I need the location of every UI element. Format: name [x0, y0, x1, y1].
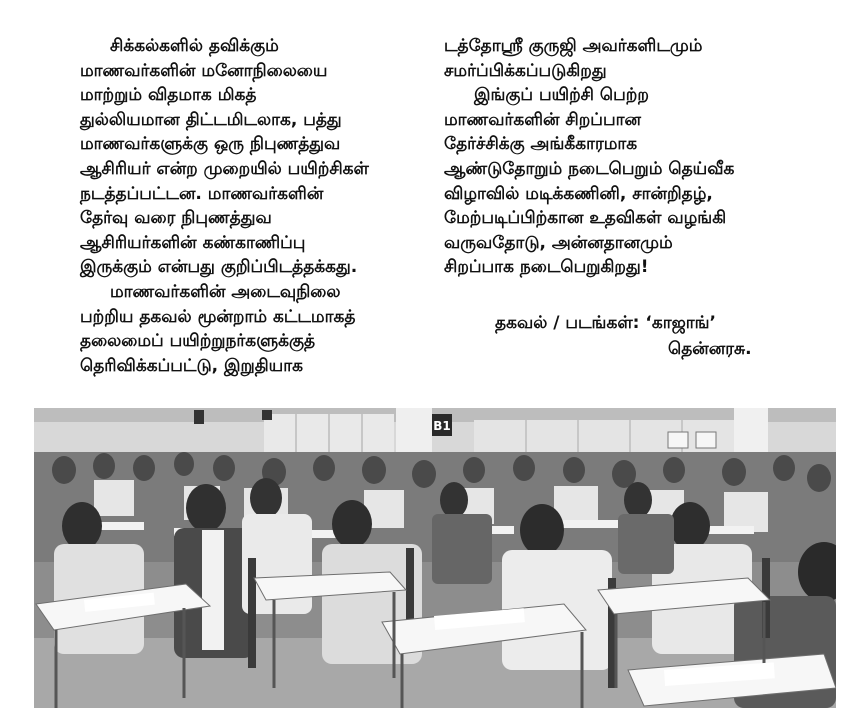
- text-line: வருவதோடு, அன்னதானமும்: [444, 232, 673, 253]
- photo-credit-name: தென்னரசு.: [668, 339, 752, 359]
- text-line: மாற்றும் விதமாக மிகத்: [80, 85, 257, 106]
- text-line: மாணவர்களின் சிறப்பான: [444, 109, 641, 130]
- text-line: சமர்ப்பிக்கப்படுகிறது: [444, 60, 607, 81]
- text-line: விழாவில் மடிக்கணினி, சான்றிதழ்,: [444, 183, 713, 204]
- text-line: ஆசிரியர்களின் கண்காணிப்பு: [80, 232, 306, 253]
- exam-hall-photo: [34, 408, 836, 708]
- text-line: சிக்கல்களில் தவிக்கும்: [110, 36, 279, 56]
- text-line: மாணவர்களுக்கு ஒரு நிபுணத்துவ: [80, 134, 341, 155]
- text-line: துல்லியமான திட்டமிடலாக, பத்து: [80, 109, 342, 130]
- text-line: பற்றிய தகவல் மூன்றாம் கட்டமாகத்: [80, 306, 356, 327]
- text-line: சிறப்பாக நடைபெறுகிறது!: [444, 257, 649, 278]
- text-line: தேர்ச்சிக்கு அங்கீகாரமாக: [444, 134, 638, 155]
- text-line: ஆசிரியர் என்ற முறையில் பயிற்சிகள்: [80, 158, 369, 179]
- text-line: மாணவர்களின் அடைவுநிலை: [110, 281, 341, 302]
- article-left-column: [80, 34, 430, 378]
- article-right-column: [444, 34, 824, 280]
- text-line: நடத்தப்பட்டன. மாணவர்களின்: [80, 183, 324, 204]
- text-line: தெரிவிக்கப்பட்டு, இறுதியாக: [80, 355, 304, 376]
- text-line: மேற்படிப்பிற்கான உதவிகள் வழங்கி: [444, 208, 727, 229]
- text-line: மாணவர்களின் மனோநிலையை: [80, 60, 328, 81]
- text-line: தலைமைப் பயிற்றுநர்களுக்குத்: [80, 331, 316, 352]
- photo-credit-line: தகவல் / படங்கள்: ‘காஜாங்’: [495, 313, 716, 333]
- text-line: இங்குப் பயிற்சி பெற்ற: [474, 85, 649, 106]
- text-line: இருக்கும் என்பது குறிப்பிடத்தக்கது.: [80, 257, 358, 278]
- text-line: தேர்வு வரை நிபுணத்துவ: [80, 208, 272, 229]
- text-line: டத்தோஸ்ரீ குருஜி அவர்களிடமும்: [444, 36, 703, 56]
- text-line: ஆண்டுதோறும் நடைபெறும் தெய்வீக: [444, 158, 735, 179]
- hall-sign-text: B1: [433, 419, 451, 433]
